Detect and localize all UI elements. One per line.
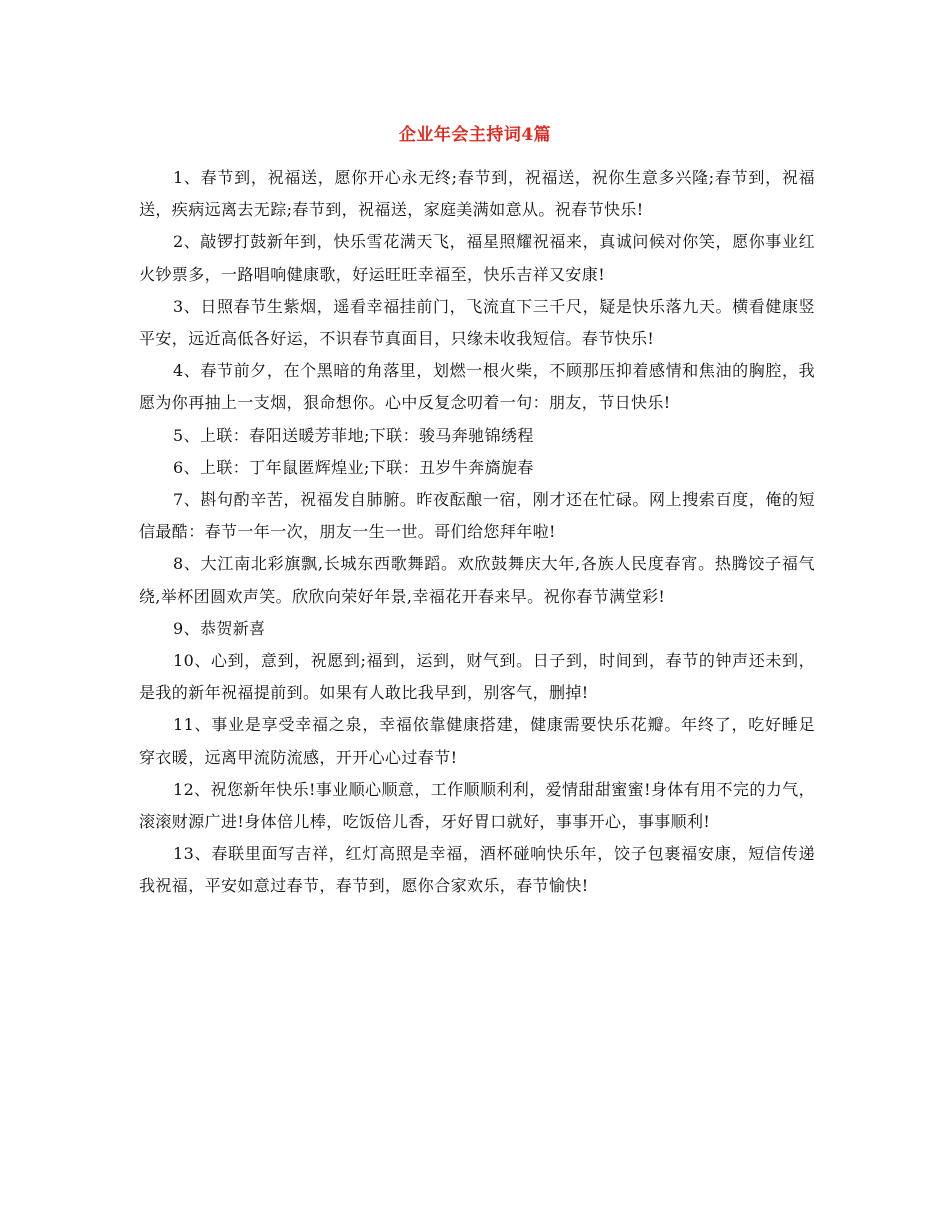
paragraph: 13、春联里面写吉祥，红灯高照是幸福，酒杯碰响快乐年，饺子包裹福安康，短信传递我祝福，平安如意过春节，春节到，愿你合家欢乐，春节愉快!	[139, 844, 815, 896]
paragraph: 3、日照春节生紫烟，遥看幸福挂前门，飞流直下三千尺，疑是快乐落九天。横看健康竖平安，远近高低各好运，不识春节真面目，只缘未收我短信。春节快乐!	[139, 296, 815, 349]
paragraph: 11、事业是享受幸福之泉，幸福依靠健康搭建，健康需要快乐花瓣。年终了，吃好睡足穿衣暖，远离甲流防流感，开开心心过春节!	[139, 715, 815, 767]
document-body	[139, 162, 815, 903]
document-title: 企业年会主持词4篇	[398, 125, 552, 145]
paragraph: 2、敲锣打鼓新年到，快乐雪花满天飞，福星照耀祝福来，真诚问候对你笑，愿你事业红火钞票多，一路唱响健康歌，好运旺旺幸福至，快乐吉祥又安康!	[139, 232, 815, 284]
paragraph: 4、春节前夕，在个黑暗的角落里，划燃一根火柴，不顾那压抑着感情和焦油的胸腔，我愿为你再抽上一支烟，狠命想你。心中反复念叨着一句：朋友，节日快乐!	[139, 361, 815, 413]
paragraph: 7、斟句酌辛苦，祝福发自肺腑。昨夜酝酿一宿，刚才还在忙碌。网上搜索百度，俺的短信最酷：春节一年一次，朋友一生一世。哥们给您拜年啦!	[139, 490, 815, 542]
paragraph: 6、上联：丁年鼠匿辉煌业;下联：丑岁牛奔旖旎春	[173, 457, 534, 477]
paragraph: 9、恭贺新喜	[173, 618, 266, 638]
paragraph: 12、祝您新年快乐!事业顺心顺意，工作顺顺利利，爱情甜甜蜜蜜!身体有用不完的力气，滚滚财源广进!身体倍儿棒，吃饭倍儿香，牙好胃口就好，事事开心，事事顺利!	[139, 779, 815, 832]
paragraph: 8、大江南北彩旗飘,长城东西歌舞蹈。欢欣鼓舞庆大年,各族人民度春宵。热腾饺子福气绕,举杯团圆欢声笑。欣欣向荣好年景,幸福花开春来早。祝你春节满堂彩!	[139, 554, 815, 606]
paragraph: 1、春节到，祝福送，愿你开心永无终;春节到，祝福送，祝你生意多兴隆;春节到，祝福送，疾病远离去无踪;春节到，祝福送，家庭美满如意从。祝春节快乐!	[139, 168, 815, 220]
paragraph: 5、上联：春阳送暖芳菲地;下联：骏马奔驰锦绣程	[173, 425, 534, 445]
paragraph: 10、心到，意到，祝愿到;福到，运到，财气到。日子到，时间到，春节的钟声还未到，是我的新年祝福提前到。如果有人敢比我早到，别客气，删掉!	[139, 651, 815, 703]
